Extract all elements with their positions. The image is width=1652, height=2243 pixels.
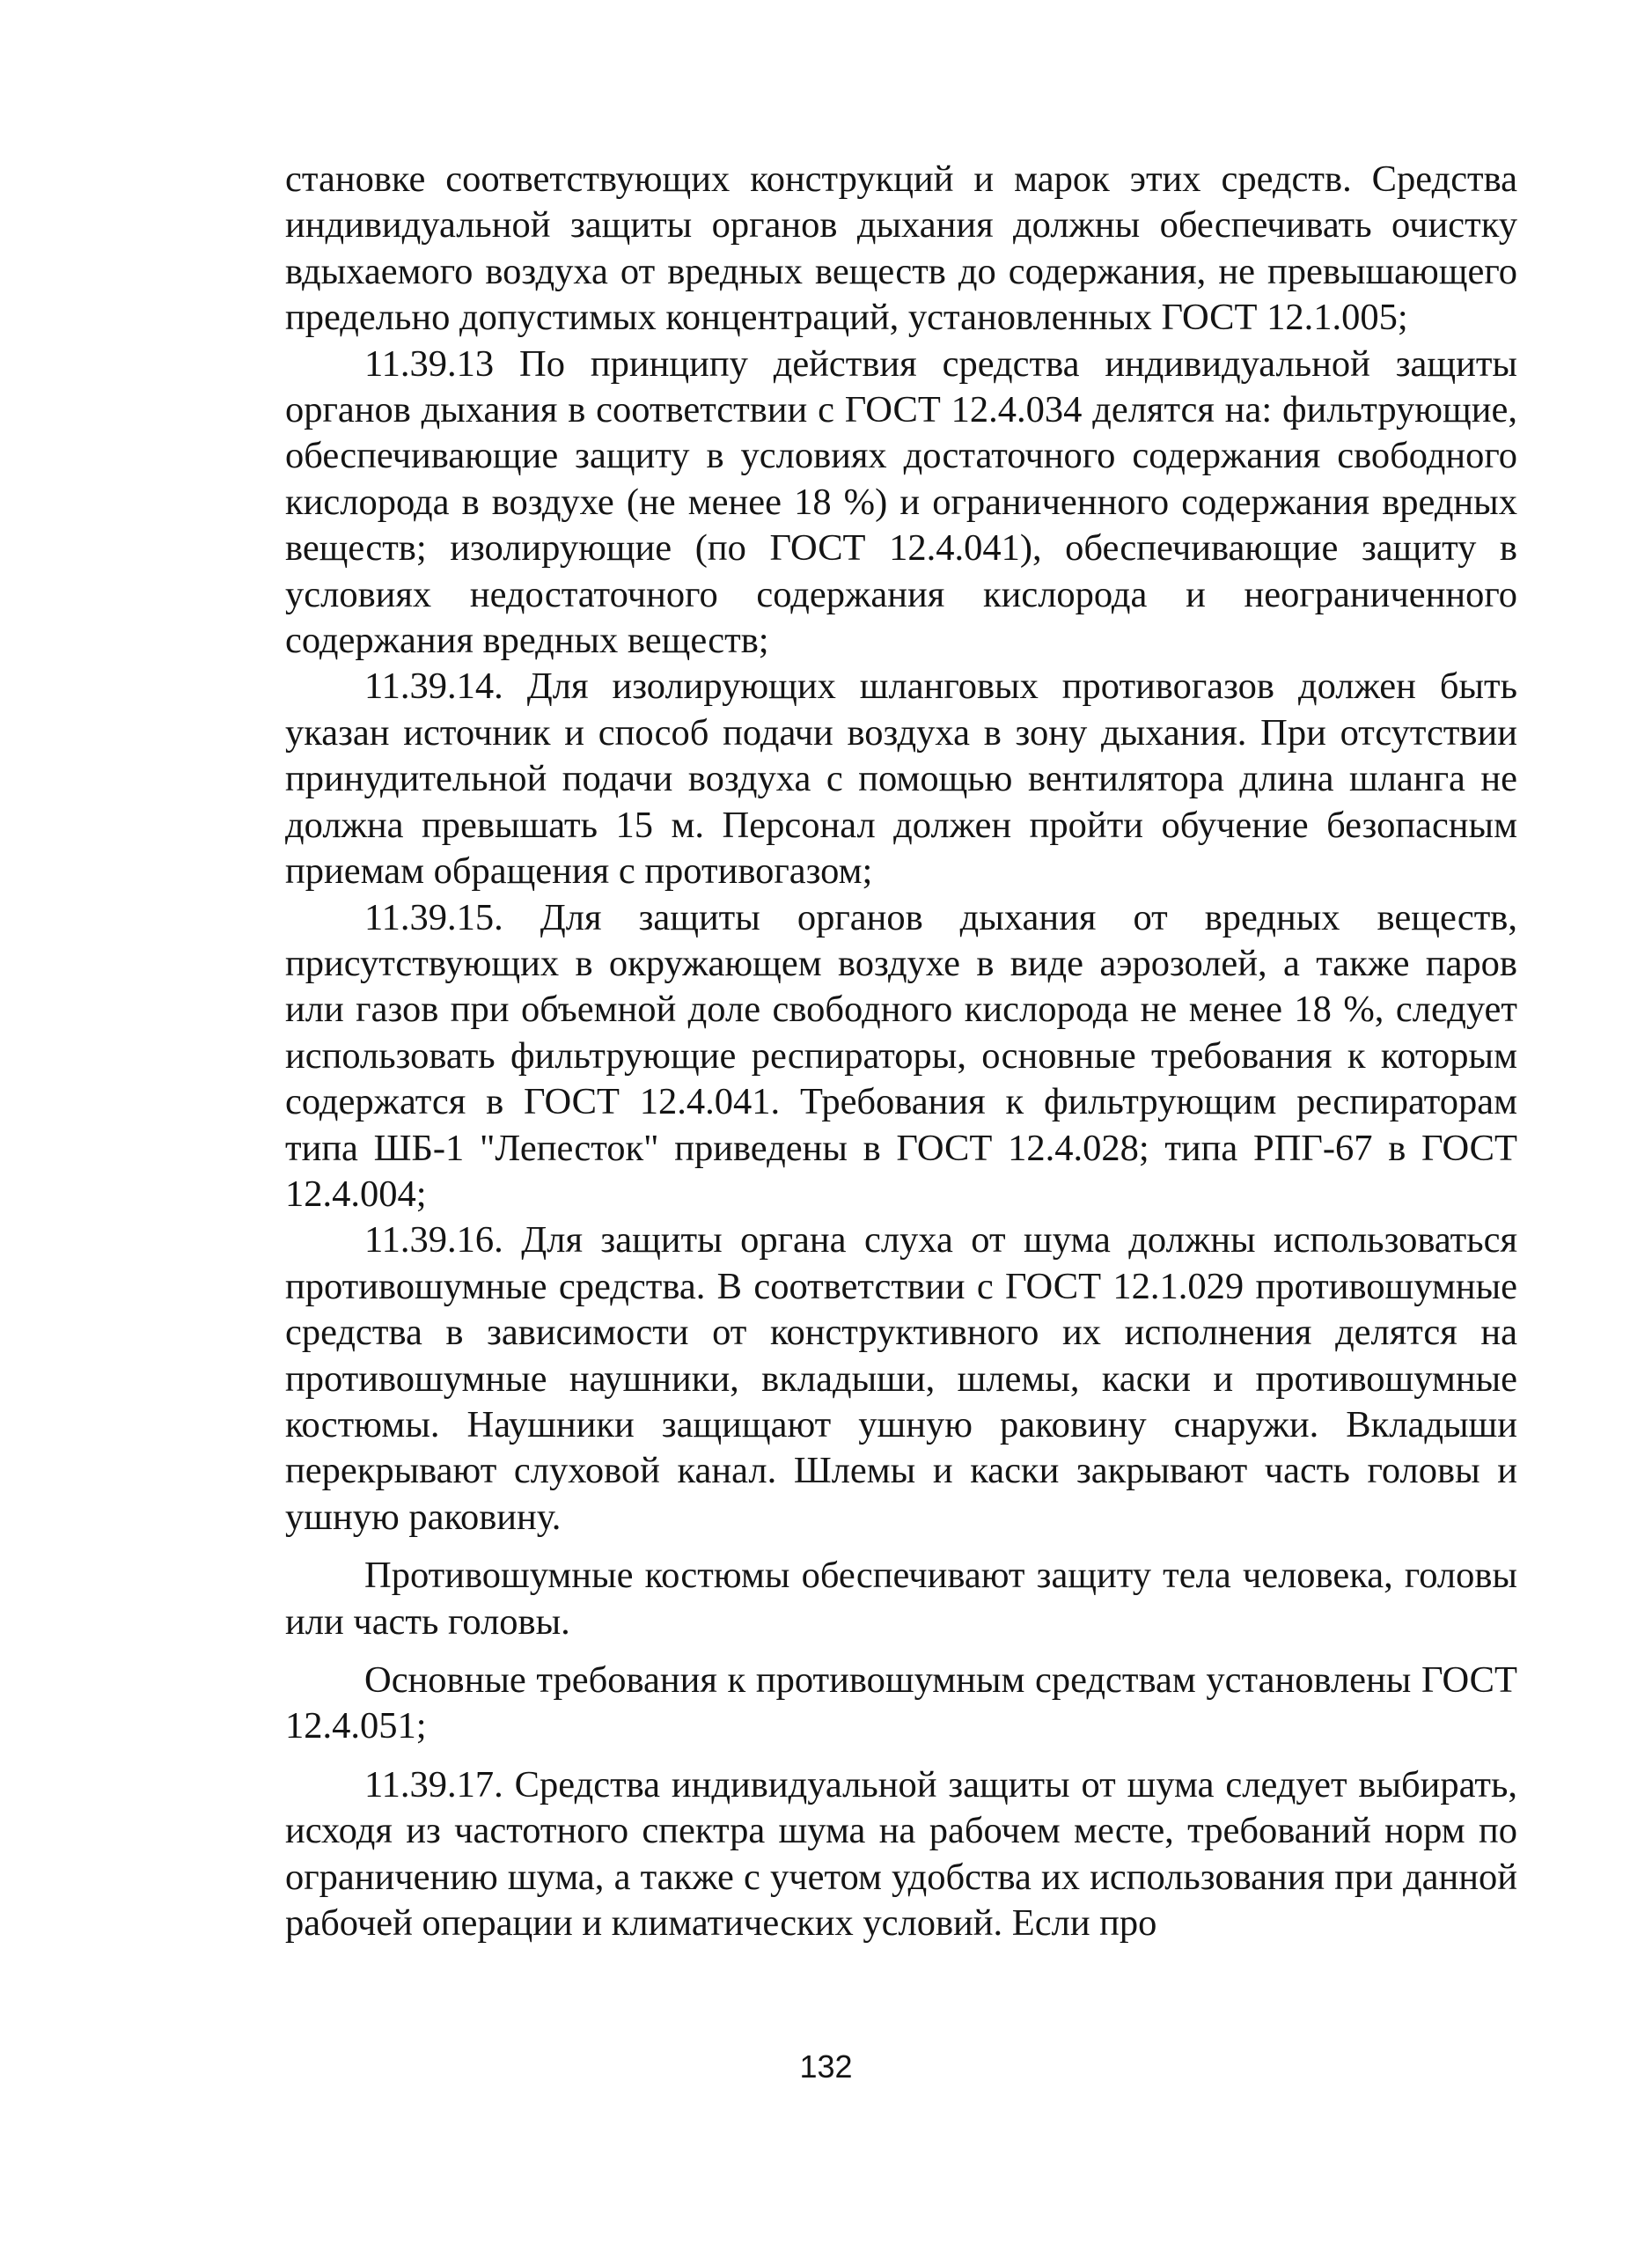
paragraph-basic-requirements: Основные требования к противошумным средствам установлены ГОСТ 12.4.051;	[285, 1659, 1517, 1747]
paragraph-11-39-13: 11.39.13 По принципу действия средства индивидуальной защиты органов дыхания в соответствии с ГОСТ 12.4.034 делятся на: фильтрующие, обеспечивающие защиту в условиях достаточного содержания свободного кислорода в воздухе (не менее 18 %) и ограниченного содержания вредных веществ; изолирующие (по ГОСТ 12.4.041), обеспечивающие защиту в условиях недостаточного содержания кислорода и неограниченного содержания вредных веществ;	[285, 342, 1517, 662]
paragraph-11-39-16: 11.39.16. Для защиты органа слуха от шума должны использоваться противошумные средства. В соответствии с ГОСТ 12.1.029 противошумные средства в зависимости от конструктивного их исполнения делятся на противошумные наушники, вкладыши, шлемы, каски и противошумные костюмы. Наушники защищают ушную раковину снаружи. Вкладыши перекрывают слуховой канал. Шлемы и каски закрывают часть головы и ушную раковину.	[285, 1219, 1517, 1538]
body-text	[285, 157, 1517, 1946]
paragraph-continuation: становке соответствующих конструкций и марок этих средств. Средства индивидуальной защиты органов дыхания должны обеспечивать очистку вдыхаемого воздуха от вредных веществ до содержания, не превышающего предельно допустимых концентраций, установленных ГОСТ 12.1.005;	[285, 158, 1517, 339]
page-number: 132	[799, 2048, 853, 2085]
paragraph-antinoise-suits: Противошумные костюмы обеспечивают защиту тела человека, головы или часть головы.	[285, 1555, 1517, 1643]
paragraph-11-39-17: 11.39.17. Средства индивидуальной защиты от шума следует выбирать, исходя из частотного спектра шума на рабочем месте, требований норм по ограничению шума, а также с учетом удобства их использования при данной рабочей операции и климатических условий. Если про	[285, 1763, 1517, 1945]
paragraph-11-39-14: 11.39.14. Для изолирующих шланговых противогазов должен быть указан источник и способ подачи воздуха в зону дыхания. При отсутствии принудительной подачи воздуха с помощью вентилятора длина шланга не должна превышать 15 м. Персонал должен пройти обучение безопасным приемам обращения с противогазом;	[285, 666, 1517, 893]
paragraph-11-39-15: 11.39.15. Для защиты органов дыхания от вредных веществ, присутствующих в окружающем воздухе в виде аэрозолей, а также паров или газов при объемной доле свободного кислорода не менее 18 %, следует использовать фильтрующие респираторы, основные требования к которым содержатся в ГОСТ 12.4.041. Требования к фильтрующим респираторам типа ШБ-1 "Лепесток" приведены в ГОСТ 12.4.028; типа РПГ-67 в ГОСТ 12.4.004;	[285, 896, 1517, 1215]
